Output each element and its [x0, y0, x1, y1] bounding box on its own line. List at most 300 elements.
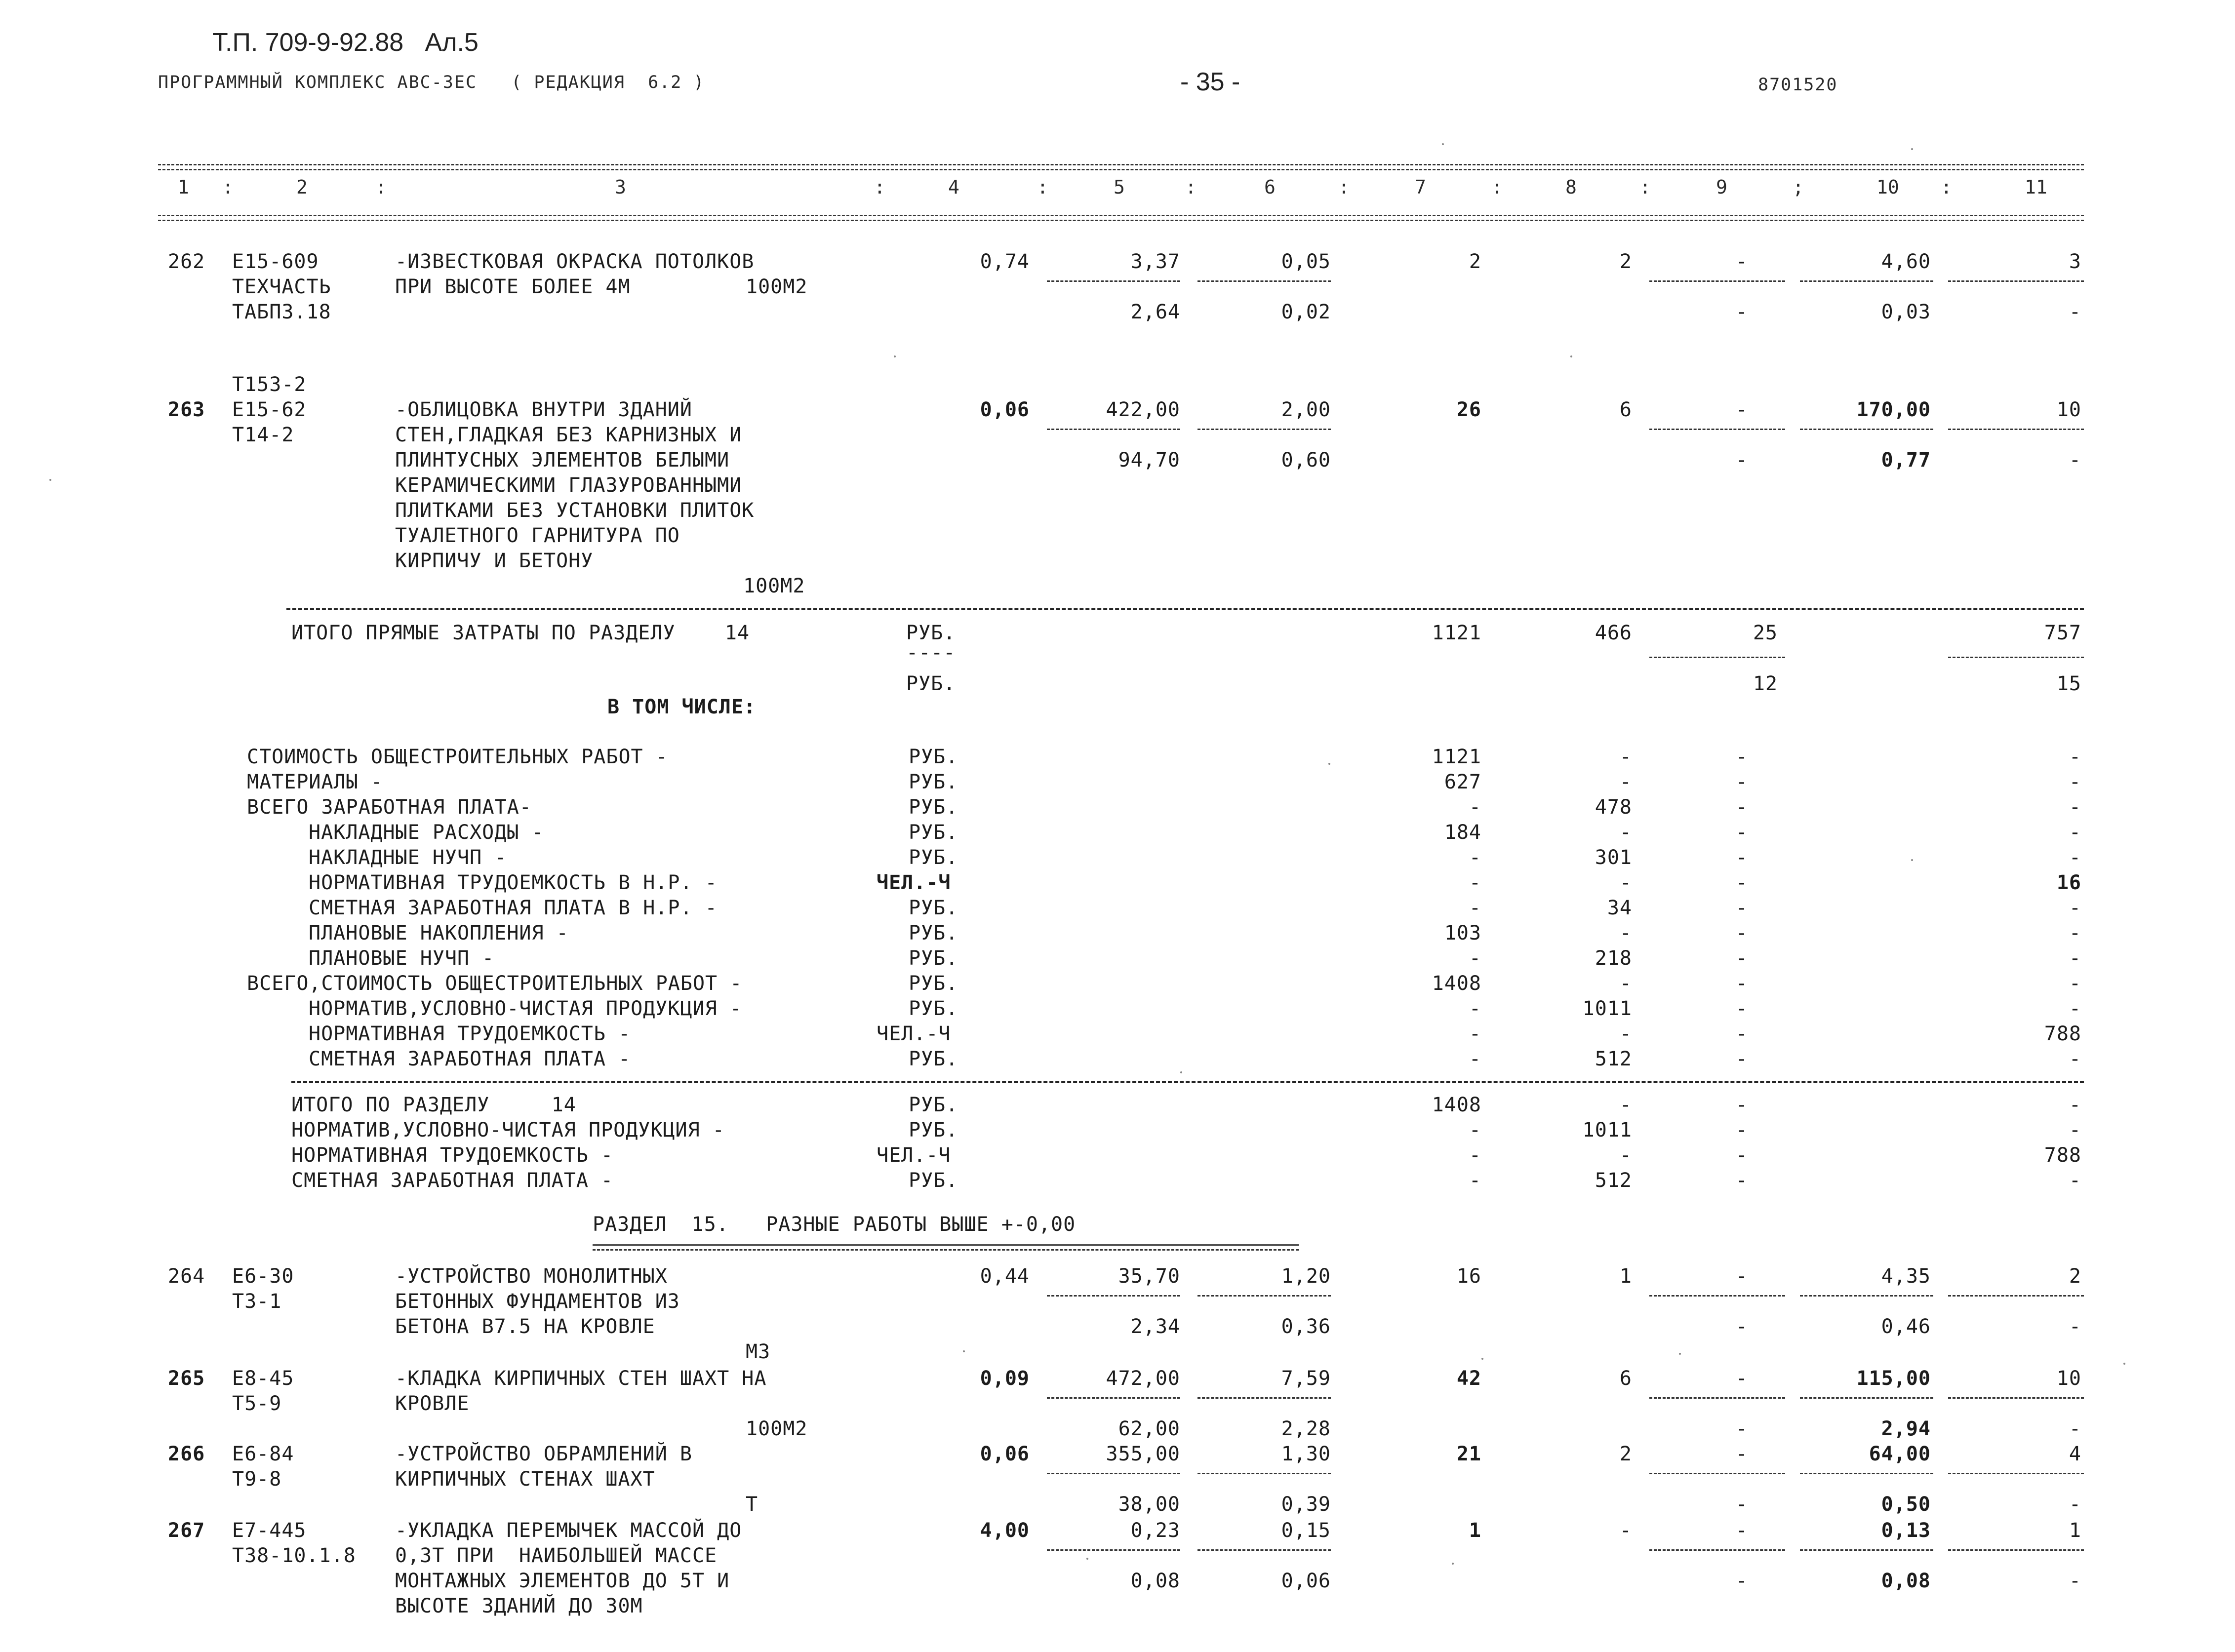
item-code-line: Е6-84: [232, 1443, 294, 1465]
breakdown-c9: -: [1735, 771, 1748, 793]
section-total-c9: -: [1735, 1094, 1748, 1116]
item-description-line: -УСТРОЙСТВО МОНОЛИТНЫХ: [395, 1265, 668, 1288]
scan-speck: [1679, 1353, 1681, 1355]
section-total-rule: [291, 1081, 2084, 1083]
item-value-c11: 10: [2056, 398, 2081, 421]
header-bottom-rule: [158, 215, 2084, 216]
breakdown-c8: -: [1619, 821, 1632, 844]
cell-underline: [1649, 280, 1785, 282]
breakdown-unit: РУБ.: [909, 821, 958, 844]
item-description-line: КИРПИЧНЫХ СТЕНАХ ШАХТ: [395, 1468, 655, 1491]
section-total-c7: -: [1469, 1169, 1481, 1192]
totals-c9: 25: [1753, 622, 1778, 644]
item-value-c11b: -: [2069, 449, 2081, 472]
breakdown-c11: -: [2069, 997, 2081, 1020]
item-value-c8: 6: [1619, 1367, 1632, 1390]
column-header-4: 4: [948, 176, 959, 198]
column-separator: ;: [1793, 176, 1804, 198]
totals-c9b: 12: [1753, 672, 1778, 695]
breakdown-label: СТОИМОСТЬ ОБЩЕСТРОИТЕЛЬНЫХ РАБОТ -: [247, 746, 668, 768]
cell-underline: [1197, 1473, 1331, 1474]
breakdown-c7: 1121: [1432, 746, 1481, 768]
section-total-label: НОРМАТИВ,УСЛОВНО-ЧИСТАЯ ПРОДУКЦИЯ -: [291, 1119, 725, 1141]
breakdown-unit: ЧЕЛ.-Ч: [877, 871, 951, 894]
breakdown-c11: -: [2069, 947, 2081, 970]
section-total-c11: -: [2069, 1094, 2081, 1116]
section-total-label: НОРМАТИВНАЯ ТРУДОЕМКОСТЬ -: [291, 1144, 614, 1167]
item-description-line: ВЫСОТЕ ЗДАНИЙ ДО 30М: [395, 1595, 643, 1617]
cell-underline: [1948, 429, 2084, 430]
section-total-label: СМЕТНАЯ ЗАРАБОТНАЯ ПЛАТА -: [291, 1169, 614, 1192]
item-value-c7: 1: [1469, 1519, 1481, 1542]
cell-underline: [1948, 1397, 2084, 1399]
cell-underline: [1197, 280, 1331, 282]
item-code-line: ТАБП3.18: [232, 301, 331, 323]
program-name: ПРОГРАММНЫЙ КОМПЛЕКС АВС-3ЕС ( РЕДАКЦИЯ 6.2 ): [158, 73, 705, 92]
section-total-c7: -: [1469, 1119, 1481, 1141]
breakdown-c9: -: [1735, 1048, 1748, 1070]
scan-speck: [1442, 143, 1444, 145]
item-code-line: Т38-10.1.8: [232, 1544, 356, 1567]
scan-speck: [1328, 763, 1330, 765]
column-header-2: 2: [296, 176, 308, 198]
item-value-c6b: 0,02: [1281, 301, 1331, 323]
section-15-title: РАЗДЕЛ 15. РАЗНЫЕ РАБОТЫ ВЫШЕ +-0,00: [593, 1213, 1076, 1236]
breakdown-c9: -: [1735, 871, 1748, 894]
breakdown-c8: 1011: [1582, 997, 1632, 1020]
item-value-c9b: -: [1735, 301, 1748, 323]
item-value-c8: 1: [1619, 1265, 1632, 1288]
breakdown-c11: -: [2069, 771, 2081, 793]
item-value-c9: -: [1735, 1367, 1748, 1390]
item-quantity: 0,06: [980, 398, 1030, 421]
breakdown-c9: -: [1735, 796, 1748, 819]
breakdown-c7: -: [1469, 1023, 1481, 1045]
item-value-c9: -: [1735, 250, 1748, 273]
item-quantity: 0,06: [980, 1443, 1030, 1465]
scan-speck: [1911, 148, 1913, 150]
item-value-c10b: 0,08: [1881, 1570, 1931, 1592]
item-unit: М3: [746, 1340, 771, 1363]
item-value-c10b: 0,03: [1881, 301, 1931, 323]
item-value-c10: 0,13: [1881, 1519, 1931, 1542]
breakdown-c7: -: [1469, 897, 1481, 919]
item-description-line: ПЛИНТУСНЫХ ЭЛЕМЕНТОВ БЕЛЫМИ: [395, 449, 730, 472]
breakdown-c11: 16: [2056, 871, 2081, 894]
item-value-c10: 4,60: [1881, 250, 1931, 273]
cell-underline: [1948, 1295, 2084, 1297]
item-value-c9b: -: [1735, 1315, 1748, 1338]
item-number: 265: [168, 1367, 205, 1390]
item-description-line: -УКЛАДКА ПЕРЕМЫЧЕК МАССОЙ ДО: [395, 1519, 742, 1542]
scan-speck: [963, 1350, 965, 1352]
item-description-line: -КЛАДКА КИРПИЧНЫХ СТЕН ШАХТ НА: [395, 1367, 767, 1390]
totals-underline: [1948, 657, 2084, 658]
item-value-c11: 4: [2069, 1443, 2081, 1465]
cell-underline: [1800, 1549, 1933, 1551]
item-value-c11b: -: [2069, 1315, 2081, 1338]
breakdown-label: НОРМАТИВ,УСЛОВНО-ЧИСТАЯ ПРОДУКЦИЯ -: [309, 997, 742, 1020]
breakdown-c9: -: [1735, 997, 1748, 1020]
section-total-c9: -: [1735, 1144, 1748, 1167]
totals-top-rule: [286, 608, 2084, 610]
column-separator: :: [1941, 176, 1952, 198]
cell-underline: [1800, 280, 1933, 282]
item-description-line: -ИЗВЕСТКОВАЯ ОКРАСКА ПОТОЛКОВ: [395, 250, 755, 273]
item-value-c6b: 0,60: [1281, 449, 1331, 472]
breakdown-unit: РУБ.: [909, 922, 958, 944]
breakdown-c7: -: [1469, 871, 1481, 894]
item-value-c8: 2: [1619, 1443, 1632, 1465]
item-value-c6: 0,15: [1281, 1519, 1331, 1542]
item-value-c6: 7,59: [1281, 1367, 1331, 1390]
breakdown-label: СМЕТНАЯ ЗАРАБОТНАЯ ПЛАТА -: [309, 1048, 631, 1070]
item-value-c11b: -: [2069, 1417, 2081, 1440]
column-separator: :: [874, 176, 885, 198]
item-description-line: ТУАЛЕТНОГО ГАРНИТУРА ПО: [395, 524, 680, 547]
breakdown-c8: 34: [1607, 897, 1632, 919]
item-value-c10b: 0,50: [1881, 1493, 1931, 1516]
item-code-line: Е15-62: [232, 398, 307, 421]
item-value-c6: 0,05: [1281, 250, 1331, 273]
item-code-line: Т5-9: [232, 1392, 282, 1415]
including-heading: В ТОМ ЧИСЛЕ:: [607, 696, 756, 718]
item-number: 266: [168, 1443, 205, 1465]
breakdown-c11: -: [2069, 1048, 2081, 1070]
section-total-c11: -: [2069, 1119, 2081, 1141]
item-code-line: Е7-445: [232, 1519, 307, 1542]
column-separator: :: [1639, 176, 1651, 198]
item-description-line: КРОВЛЕ: [395, 1392, 470, 1415]
item-number: 263: [168, 398, 205, 421]
item-value-c6b: 0,06: [1281, 1570, 1331, 1592]
item-value-c11b: -: [2069, 1570, 2081, 1592]
column-header-1: 1: [178, 176, 189, 198]
item-number: 267: [168, 1519, 205, 1542]
cell-underline: [1800, 1295, 1933, 1297]
breakdown-unit: РУБ.: [909, 771, 958, 793]
totals-unit: РУБ.: [906, 622, 956, 644]
item-value-c6b: 0,39: [1281, 1493, 1331, 1516]
breakdown-label: ВСЕГО,СТОИМОСТЬ ОБЩЕСТРОИТЕЛЬНЫХ РАБОТ -: [247, 972, 743, 995]
item-description-line: -ОБЛИЦОВКА ВНУТРИ ЗДАНИЙ: [395, 398, 692, 421]
breakdown-c7: 103: [1444, 922, 1481, 944]
cell-underline: [1047, 1473, 1180, 1474]
item-value-c11: 10: [2056, 1367, 2081, 1390]
section-total-unit: РУБ.: [909, 1094, 958, 1116]
item-value-c6: 1,30: [1281, 1443, 1331, 1465]
document-code: 8701520: [1758, 75, 1838, 95]
item-code-line: Т153-2: [232, 373, 307, 396]
item-value-c10: 64,00: [1869, 1443, 1931, 1465]
item-value-c10: 4,35: [1881, 1265, 1931, 1288]
item-value-c7: 26: [1456, 398, 1481, 421]
header-bottom-rule-2: [158, 220, 2084, 221]
column-header-7: 7: [1415, 176, 1426, 198]
item-value-c10b: 0,77: [1881, 449, 1931, 472]
column-separator: :: [1338, 176, 1350, 198]
section-total-c9: -: [1735, 1119, 1748, 1141]
section-total-unit: РУБ.: [909, 1169, 958, 1192]
item-value-c10b: 0,46: [1881, 1315, 1931, 1338]
breakdown-label: МАТЕРИАЛЫ -: [247, 771, 383, 793]
breakdown-c7: -: [1469, 846, 1481, 869]
item-value-c6: 2,00: [1281, 398, 1331, 421]
item-value-c7: 2: [1469, 250, 1481, 273]
cell-underline: [1047, 1295, 1180, 1297]
item-description-line: ПЛИТКАМИ БЕЗ УСТАНОВКИ ПЛИТОК: [395, 499, 755, 522]
item-description-line: 0,3Т ПРИ НАИБОЛЬШЕЙ МАССЕ: [395, 1544, 718, 1567]
cell-underline: [1800, 1397, 1933, 1399]
breakdown-c11: -: [2069, 897, 2081, 919]
item-code-line: ТЕХЧАСТЬ: [232, 275, 331, 298]
column-separator: :: [375, 176, 387, 198]
item-value-c6b: 0,36: [1281, 1315, 1331, 1338]
totals-unit-2: РУБ.: [906, 672, 956, 695]
totals-c7: 1121: [1432, 622, 1481, 644]
item-value-c7: 16: [1456, 1265, 1481, 1288]
page-number: - 35 -: [1180, 68, 1240, 96]
breakdown-unit: РУБ.: [909, 1048, 958, 1070]
breakdown-c7: -: [1469, 947, 1481, 970]
cell-underline: [1197, 1295, 1331, 1297]
doc-reference: Т.П. 709-9-92.88 Ал.5: [212, 28, 479, 57]
breakdown-unit: РУБ.: [909, 897, 958, 919]
item-value-c5b: 2,64: [1130, 301, 1180, 323]
breakdown-c8: -: [1619, 1023, 1632, 1045]
breakdown-c8: 301: [1595, 846, 1632, 869]
breakdown-unit: РУБ.: [909, 947, 958, 970]
breakdown-c7: -: [1469, 997, 1481, 1020]
cell-underline: [1649, 1397, 1785, 1399]
scan-speck: [2123, 1363, 2125, 1365]
section-total-c8: 512: [1595, 1169, 1632, 1192]
section-total-unit: РУБ.: [909, 1119, 958, 1141]
breakdown-c8: -: [1619, 922, 1632, 944]
item-value-c10b: 2,94: [1881, 1417, 1931, 1440]
item-value-c5b: 62,00: [1118, 1417, 1180, 1440]
section-total-c8: -: [1619, 1144, 1632, 1167]
breakdown-c9: -: [1735, 746, 1748, 768]
item-value-c9b: -: [1735, 1493, 1748, 1516]
item-value-c8: 2: [1619, 250, 1632, 273]
item-value-c10: 115,00: [1856, 1367, 1931, 1390]
breakdown-unit: РУБ.: [909, 746, 958, 768]
cell-underline: [1649, 429, 1785, 430]
breakdown-c8: -: [1619, 972, 1632, 995]
item-value-c9b: -: [1735, 449, 1748, 472]
item-value-c7: 42: [1456, 1367, 1481, 1390]
cell-underline: [1649, 1549, 1785, 1551]
section-total-c8: 1011: [1582, 1119, 1632, 1141]
breakdown-unit: РУБ.: [909, 796, 958, 819]
breakdown-c8: -: [1619, 746, 1632, 768]
column-header-5: 5: [1114, 176, 1125, 198]
breakdown-label: ПЛАНОВЫЕ НУЧП -: [309, 947, 495, 970]
cell-underline: [1800, 1473, 1933, 1474]
breakdown-c9: -: [1735, 897, 1748, 919]
scan-speck: [1086, 1558, 1088, 1560]
breakdown-c11: 788: [2044, 1023, 2081, 1045]
item-unit: 100М2: [746, 275, 808, 298]
breakdown-label: НОРМАТИВНАЯ ТРУДОЕМКОСТЬ -: [309, 1023, 631, 1045]
breakdown-c9: -: [1735, 821, 1748, 844]
cell-underline: [1047, 280, 1180, 282]
item-unit: 100М2: [743, 575, 805, 597]
item-code-line: Т3-1: [232, 1290, 282, 1313]
breakdown-c9: -: [1735, 947, 1748, 970]
breakdown-label: ВСЕГО ЗАРАБОТНАЯ ПЛАТА-: [247, 796, 532, 819]
breakdown-c8: -: [1619, 871, 1632, 894]
breakdown-label: НАКЛАДНЫЕ РАСХОДЫ -: [309, 821, 544, 844]
scan-speck: [1452, 1563, 1454, 1565]
breakdown-c7: 1408: [1432, 972, 1481, 995]
item-value-c8: 6: [1619, 398, 1632, 421]
cell-underline: [1047, 1549, 1180, 1551]
item-value-c5: 355,00: [1106, 1443, 1180, 1465]
item-code-line: Е15-609: [232, 250, 319, 273]
breakdown-c11: -: [2069, 972, 2081, 995]
item-value-c5: 35,70: [1118, 1265, 1180, 1288]
breakdown-c11: -: [2069, 746, 2081, 768]
item-value-c6: 1,20: [1281, 1265, 1331, 1288]
item-value-c5b: 0,08: [1130, 1570, 1180, 1592]
totals-underline: [1649, 657, 1785, 658]
section-total-label: ИТОГО ПО РАЗДЕЛУ 14: [291, 1094, 576, 1116]
item-value-c10: 170,00: [1856, 398, 1931, 421]
section-15-underline: [593, 1244, 1299, 1251]
item-value-c11b: -: [2069, 1493, 2081, 1516]
cell-underline: [1197, 1397, 1331, 1399]
totals-unit-divider: ----: [906, 641, 956, 664]
item-description-line: СТЕН,ГЛАДКАЯ БЕЗ КАРНИЗНЫХ И: [395, 424, 742, 446]
item-value-c9b: -: [1735, 1570, 1748, 1592]
breakdown-c9: -: [1735, 922, 1748, 944]
breakdown-unit: РУБ.: [909, 972, 958, 995]
column-header-3: 3: [615, 176, 626, 198]
breakdown-c9: -: [1735, 846, 1748, 869]
item-value-c9: -: [1735, 1519, 1748, 1542]
item-number: 262: [168, 250, 205, 273]
item-value-c9: -: [1735, 1265, 1748, 1288]
totals-c11b: 15: [2056, 672, 2081, 695]
breakdown-c11: -: [2069, 846, 2081, 869]
breakdown-c7: -: [1469, 796, 1481, 819]
item-code-line: Т9-8: [232, 1468, 282, 1491]
item-number: 264: [168, 1265, 205, 1288]
item-value-c9: -: [1735, 398, 1748, 421]
item-value-c5: 0,23: [1130, 1519, 1180, 1542]
item-description-line: ПРИ ВЫСОТЕ БОЛЕЕ 4М: [395, 275, 631, 298]
breakdown-c7: -: [1469, 1048, 1481, 1070]
item-value-c5b: 2,34: [1130, 1315, 1180, 1338]
item-value-c11: 1: [2069, 1519, 2081, 1542]
cell-underline: [1948, 1473, 2084, 1474]
item-value-c11b: -: [2069, 301, 2081, 323]
totals-c11: 757: [2044, 622, 2081, 644]
column-header-6: 6: [1264, 176, 1276, 198]
cell-underline: [1047, 429, 1180, 430]
item-unit: Т: [746, 1493, 758, 1516]
item-description-line: КЕРАМИЧЕСКИМИ ГЛАЗУРОВАННЫМИ: [395, 474, 742, 497]
column-header-8: 8: [1565, 176, 1577, 198]
column-separator: :: [1037, 176, 1048, 198]
item-description-line: -УСТРОЙСТВО ОБРАМЛЕНИЙ В: [395, 1443, 692, 1465]
breakdown-c8: 218: [1595, 947, 1632, 970]
section-total-c11: 788: [2044, 1144, 2081, 1167]
column-header-11: 11: [2025, 176, 2047, 198]
item-quantity: 4,00: [980, 1519, 1030, 1542]
breakdown-label: ПЛАНОВЫЕ НАКОПЛЕНИЯ -: [309, 922, 569, 944]
cell-underline: [1800, 429, 1933, 430]
item-value-c11: 3: [2069, 250, 2081, 273]
totals-label: ИТОГО ПРЯМЫЕ ЗАТРАТЫ ПО РАЗДЕЛУ 14: [291, 622, 750, 644]
breakdown-label: НОРМАТИВНАЯ ТРУДОЕМКОСТЬ В Н.Р. -: [309, 871, 718, 894]
item-value-c6b: 2,28: [1281, 1417, 1331, 1440]
cell-underline: [1197, 429, 1331, 430]
breakdown-c9: -: [1735, 1023, 1748, 1045]
item-value-c5b: 94,70: [1118, 449, 1180, 472]
breakdown-unit: РУБ.: [909, 997, 958, 1020]
cell-underline: [1197, 1549, 1331, 1551]
breakdown-c11: -: [2069, 796, 2081, 819]
section-total-c7: -: [1469, 1144, 1481, 1167]
breakdown-c8: 478: [1595, 796, 1632, 819]
breakdown-label: СМЕТНАЯ ЗАРАБОТНАЯ ПЛАТА В Н.Р. -: [309, 897, 718, 919]
scan-speck: [1570, 355, 1572, 357]
cell-underline: [1649, 1473, 1785, 1474]
item-value-c5: 472,00: [1106, 1367, 1180, 1390]
column-separator: :: [222, 176, 234, 198]
section-total-c7: 1408: [1432, 1094, 1481, 1116]
item-description-line: МОНТАЖНЫХ ЭЛЕМЕНТОВ ДО 5Т И: [395, 1570, 730, 1592]
column-separator: :: [1491, 176, 1503, 198]
breakdown-unit: ЧЕЛ.-Ч: [877, 1023, 951, 1045]
item-quantity: 0,44: [980, 1265, 1030, 1288]
item-unit: 100М2: [746, 1417, 808, 1440]
item-code-line: Е6-30: [232, 1265, 294, 1288]
breakdown-c11: -: [2069, 821, 2081, 844]
item-description-line: КИРПИЧУ И БЕТОНУ: [395, 550, 594, 572]
section-total-c8: -: [1619, 1094, 1632, 1116]
breakdown-c8: -: [1619, 771, 1632, 793]
item-description-line: БЕТОННЫХ ФУНДАМЕНТОВ ИЗ: [395, 1290, 680, 1313]
scan-speck: [49, 479, 51, 481]
scan-speck: [1481, 1358, 1483, 1360]
column-separator: :: [1185, 176, 1197, 198]
item-quantity: 0,09: [980, 1367, 1030, 1390]
item-value-c9: -: [1735, 1443, 1748, 1465]
section-total-unit: ЧЕЛ.-Ч: [877, 1144, 951, 1167]
totals-c8: 466: [1595, 622, 1632, 644]
item-value-c5: 3,37: [1130, 250, 1180, 273]
item-value-c11: 2: [2069, 1265, 2081, 1288]
cell-underline: [1948, 1549, 2084, 1551]
item-description-line: БЕТОНА В7.5 НА КРОВЛЕ: [395, 1315, 655, 1338]
scan-speck: [1911, 859, 1913, 861]
breakdown-c7: 627: [1444, 771, 1481, 793]
breakdown-c8: 512: [1595, 1048, 1632, 1070]
item-value-c5b: 38,00: [1118, 1493, 1180, 1516]
column-header-9: 9: [1716, 176, 1727, 198]
cell-underline: [1649, 1295, 1785, 1297]
item-code-line: Т14-2: [232, 424, 294, 446]
item-value-c9b: -: [1735, 1417, 1748, 1440]
item-value-c7: 21: [1456, 1443, 1481, 1465]
scan-speck: [1180, 1071, 1182, 1073]
cell-underline: [1948, 280, 2084, 282]
scan-speck: [894, 355, 896, 357]
